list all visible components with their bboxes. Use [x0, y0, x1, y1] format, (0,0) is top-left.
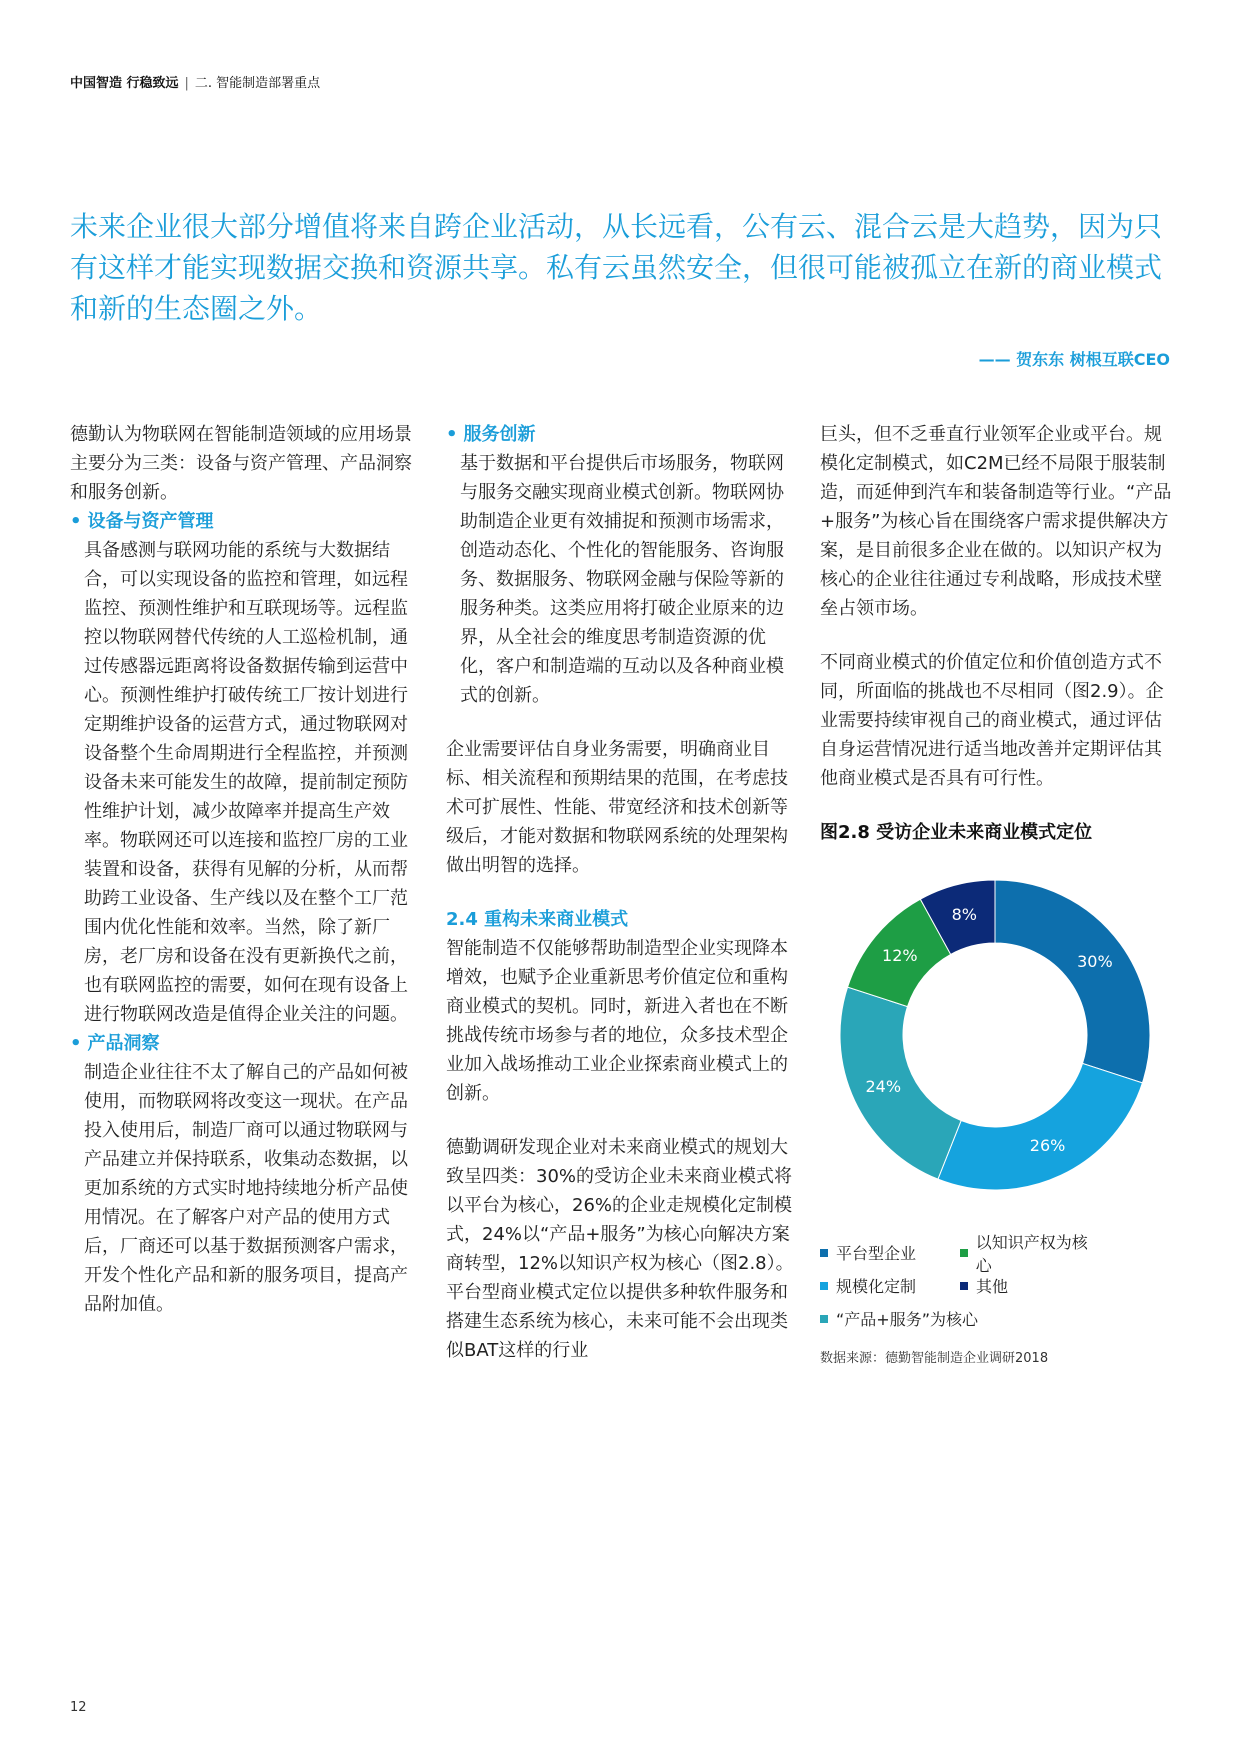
donut-slice [995, 880, 1150, 1083]
donut-slice-label: 8% [951, 904, 977, 924]
donut-chart [820, 860, 1170, 1210]
legend-item-customization: 规模化定制 [820, 1274, 960, 1297]
donut-slice-label: 30% [1077, 951, 1113, 971]
page-header [70, 72, 320, 91]
section-title-2-4: 2.4 重构未来商业模式 [446, 909, 629, 930]
legend-item-product-service: “产品+服务”为核心 [820, 1307, 978, 1330]
legend-swatch [820, 1315, 828, 1323]
quote-author: —— 贺东东 树根互联CEO [978, 350, 1170, 369]
intro-paragraph: 德勤认为物联网在智能制造领域的应用场景主要分为三类：设备与资产管理、产品洞察和服务创新。 [70, 424, 412, 503]
legend-swatch [960, 1249, 968, 1257]
column-3 [820, 420, 1175, 793]
donut-slice-label: 12% [882, 945, 918, 965]
paragraph-product-insight: 制造企业往往不太了解自己的产品如何被使用，而物联网将改变这一现状。在产品投入使用后，制造厂商可以通过物联网与产品建立并保持联系，收集动态数据，以更加系统的方式实时地持续地分析产品使用情况。在了解客户对产品的使用方式后，厂商还可以基于数据预测客户需求，开发个性化产品和新的服务项目，提高产品附加值。 [84, 1062, 408, 1315]
column-2 [446, 420, 796, 1365]
paragraph-business-model: 智能制造不仅能够帮助制造型企业实现降本增效，也赋予企业重新思考价值定位和重构商业模式的契机。同时，新进入者也在不断挑战传统市场参与者的地位，众多技术型企业加入战场推动工业企业探索商业模式上的创新。 [446, 938, 788, 1104]
legend-swatch [960, 1282, 968, 1290]
legend-swatch [820, 1249, 828, 1257]
legend-item-other: 其他 [960, 1274, 1100, 1297]
donut-slice-label: 24% [865, 1077, 902, 1097]
chart-legend [820, 1232, 1100, 1335]
heading-service-innovation: • 服务创新 [446, 424, 536, 445]
paragraph-challenges: 不同商业模式的价值定位和价值创造方式不同，所面临的挑战也不尽相同（图2.9）。企业需要持续审视自己的商业模式，通过评估自身运营情况进行适当地改善并定期评估其他商业模式是否具有可行性。 [820, 652, 1164, 789]
header-separator: | [184, 76, 189, 91]
paragraph-service-innovation: 基于数据和平台提供后市场服务，物联网与服务交融实现商业模式创新。物联网协助制造企业更有效捕捉和预测市场需求，创造动态化、个性化的智能服务、咨询服务、数据服务、物联网金融与保险等新的服务种类。这类应用将打破企业原来的边界，从全社会的维度思考制造资源的优化，客户和制造端的互动以及各种商业模式的创新。 [460, 453, 784, 706]
pull-quote: 未来企业很大部分增值将来自跨企业活动，从长远看，公有云、混合云是大趋势，因为只有这样才能实现数据交换和资源共享。私有云虽然安全，但很可能被孤立在新的商业模式和新的生态圈之外。 [70, 210, 1163, 325]
header-brand: 中国智造 行稳致远 [70, 76, 179, 91]
column-1 [70, 420, 415, 1319]
page-number: 12 [70, 1700, 87, 1715]
data-source: 数据来源：德勤智能制造企业调研2018 [820, 1351, 1049, 1366]
paragraph-continued: 巨头，但不乏垂直行业领军企业或平台。规模化定制模式，如C2M已经不局限于服装制造，而延伸到汽车和装备制造等行业。“产品+服务”为核心旨在围绕客户需求提供解决方案，是目前很多企业在做的。以知识产权为核心的企业往往通过专利战略，形成技术壁垒占领市场。 [820, 424, 1172, 619]
header-section: 二. 智能制造部署重点 [194, 76, 321, 91]
donut-slice-label: 26% [1029, 1136, 1066, 1156]
paragraph-evaluation: 企业需要评估自身业务需要，明确商业目标、相关流程和预期结果的范围，在考虑技术可扩展性、性能、带宽经济和技术创新等级后，才能对数据和物联网系统的处理架构做出明智的选择。 [446, 739, 788, 876]
figure-title: 图2.8 受访企业未来商业模式定位 [820, 822, 1093, 843]
legend-swatch [820, 1282, 828, 1290]
paragraph-survey: 德勤调研发现企业对未来商业模式的规划大致呈四类：30%的受访企业未来商业模式将以平台为核心，26%的企业走规模化定制模式，24%以“产品+服务”为核心向解决方案商转型，12%以知识产权为核心（图2.8）。平台型商业模式定位以提供多种软件服务和搭建生态系统为核心，未来可能不会出现类似BAT这样的行业 [446, 1137, 794, 1361]
donut-slice [938, 1063, 1142, 1190]
heading-device-asset: • 设备与资产管理 [70, 511, 214, 532]
heading-product-insight: • 产品洞察 [70, 1033, 160, 1054]
paragraph-device-asset: 具备感测与联网功能的系统与大数据结合，可以实现设备的监控和管理，如远程监控、预测性维护和互联现场等。远程监控以物联网替代传统的人工巡检机制，通过传感器远距离将设备数据传输到运营中心。预测性维护打破传统工厂按计划进行定期维护设备的运营方式，通过物联网对设备整个生命周期进行全程监控，并预测设备未来可能发生的故障，提前制定预防性维护计划，减少故障率并提高生产效率。物联网还可以连接和监控厂房的工业装置和设备，获得有见解的分析，从而帮助跨工业设备、生产线以及在整个工厂范围内优化性能和效率。当然，除了新厂房，老厂房和设备在没有更新换代之前，也有联网监控的需要，如何在现有设备上进行物联网改造是值得企业关注的问题。 [84, 540, 408, 1025]
legend-item-ip: 以知识产权为核心 [960, 1230, 1100, 1276]
legend-item-platform: 平台型企业 [820, 1241, 960, 1264]
